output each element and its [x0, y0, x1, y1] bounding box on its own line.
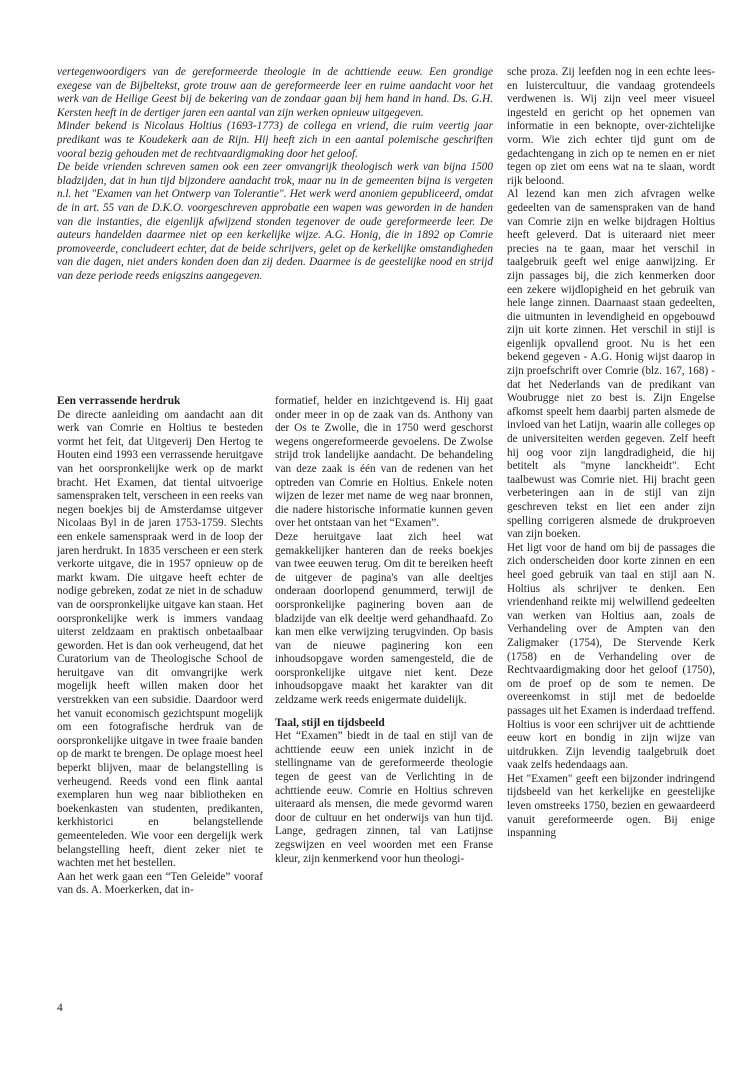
column-middle	[275, 395, 493, 866]
herdruk-paragraph-2-end: formatief, helder en inzichtgevend is. Hij gaat onder meer in op de zaak van ds. Anthony van der Os te Zwolle, die in 1750 werd geschorst wegens ongereformeerde gevoelens. De Zwolse strijd trok landelijke aandacht. De behandeling van deze zaak is één van de redenen van het optreden van Comrie en Holtius. Enkele noten wijzen de lezer met name de weg naar bronnen, die nadere historische informatie kunnen geven over het ontstaan van het “Examen”.	[275, 395, 493, 530]
column-right	[507, 66, 715, 841]
taal-paragraph-1-start: Het “Examen” biedt in de taal en stijl van de achttiende eeuw een uniek inzicht in de stellingname van de gereformeerde theologie tegen de geest van de Verlichting in de achttiende eeuw. Comrie en Holtius schreven uiteraard als mensen, die mede gevormd waren door de cultuur en het onderwijs van hun tijd. Lange, gedragen zinnen, tal van Latijnse zegswijzen en veel woorden met een Franse kleur, zijn kenmerkend voor hun theologi-	[275, 730, 493, 865]
herdruk-paragraph-3: Deze heruitgave laat zich heel wat gemakkelijker hanteren dan de reeks boekjes van twee eeuwen terug. Om dit te bereiken heeft de uitgever de pagina's van alle deeltjes onderaan doorlopend genummerd, terwijl de oorspronkelijke paginering boven aan de bladzijde van elk deeltje werd gehandhaafd. Zo kan men elke verwijzing terugvinden. Op basis van de nieuwe paginering kon een inhoudsopgave worden samengesteld, die de oorspronkelijke uitgave niet kent. Deze inhoudsopgave maakt het karakter van dit zeldzame werk reeds enigermate duidelijk.	[275, 530, 493, 707]
intro-paragraph-1: vertegenwoordigers van de gereformeerde theologie in de achttiende eeuw. Een grondige exegese van de Bijbeltekst, grote trouw aan de gereformeerde leer en ruime aandacht voor het werk van de Heilige Geest bij de bekering van de zondaar gaan bij hem hand in hand. Ds. G.H. Kersten heeft in de dertiger jaren een aantal van zijn werken opnieuw uitgegeven.	[57, 66, 493, 119]
taal-paragraph-4: Het "Examen" geeft een bijzonder indringend tijdsbeeld van het kerkelijke en geestelijke leven omstreeks 1750, bezien en gewaardeerd vanuit gereformeerde ogen. Bij enige inspanning	[507, 772, 715, 840]
taal-paragraph-3: Het ligt voor de hand om bij de passages die zich onderscheiden door korte zinnen en een heel goed gebruik van taal en stijl aan N. Holtius als schrijver te denken. Een vriendenhand reikte mij welwillend gedeelten van werken van Holtius aan, zoals de Verhandeling over de Ampten van den Zaligmaker (1754), De Stervende Kerk (1758) en de Verhandeling over de Rechtvaardigmaking door het geloof (1750), om de proef op de som te nemen. De overeenkomst in stijl met de bedoelde passages uit het Examen is inderdaad treffend. Holtius is voor een schrijver uit de achttiende eeuw kort en bondig in zijn wijze van uitdrukken. Zijn levendig taalgebruik doet vaak zelfs hedendaags aan.	[507, 541, 715, 772]
intro-paragraph-3: De beide vrienden schreven samen ook een zeer omvangrijk theologisch werk van bijna 1500 bladzijden, dat in hun tijd bijzondere aandacht trok, maar nu in de gemeenten bijna is vergeten n.l. het "Examen van het Ontwerp van Tolerantie". Het werk werd anoniem gepubliceerd, omdat de in art. 55 van de D.K.O. voorgeschreven approbatie een wapen was geworden in de handen van die instanties, die eigenlijk afwijzend stonden tegenover de oude gereformeerde leer. De auteurs handelden daarmee niet op een kerkelijke wijze. A.G. Honig, die in 1892 op Comrie promoveerde, concludeert echter, dat de beide schrijvers, gelet op de kerkelijke omstandigheden van die dagen, niet anders konden doen dan zij deden. Daarmee is de geestelijke nood en strijd van deze periode reeds enigszins aangegeven.	[57, 161, 493, 282]
section-heading-herdruk: Een verrassende herdruk	[57, 395, 181, 407]
taal-paragraph-2: Al lezend kan men zich afvragen welke gedeelten van de samenspraken van de hand van Comrie zijn en welke bijdragen Holtius heeft geleverd. Dat is uiteraard niet meer precies na te gaan, maar het verschil in taalgebruik geeft wel enige aanwijzing. Er zijn passages bij, die zich kenmerken door een zekere wijdlopigheid en het gebruik van hele lange zinnen. Daarnaast staan gedeelten, die uitmunten in levendigheid en opgebouwd zijn uit korte zinnen. Het verschil in stijl is eigenlijk opvallend groot. Nu is het een bekend gegeven - A.G. Honig wijst daarop in zijn proefschrift over Comrie (blz. 167, 168) - dat het Nederlands van de predikant van Woubrugge niet zo best is. Zijn Engelse afkomst speelt hem daarbij parten alsmede de invloed van het Latijn, waarin alle colleges op de universiteiten werden gegeven. Zelf heeft hij oog voor zijn langdradigheid, die hij betitelt als "myne lanckheidt". Echt taalbewust was Comrie niet. Hij bracht geen verbeteringen aan in de stijl van zijn geschreven tekst en liet een ander zijn spelling corrigeren alsmede de drukproeven van zijn boeken.	[507, 188, 715, 541]
intro-paragraph-2: Minder bekend is Nicolaus Holtius (1693-1773) de collega en vriend, die ruim veertig jaar predikant was te Koudekerk aan de Rijn. Hij heeft zich in een aantal polemische geschriften vooral bezig gehouden met de rechtvaardigmaking door het geloof.	[57, 120, 493, 160]
intro-block	[57, 66, 493, 284]
taal-paragraph-1-end: sche proza. Zij leefden nog in een echte lees- en luistercultuur, die vandaag grotendeels verdwenen is. Wij zijn veel meer visueel ingesteld en gericht op het opnemen van informatie in een beknopte, over-zichtelijke vorm. Wie zich echter tijd gunt om de gedachtengang in zich op te nemen en er niet tegen op ziet om eens wat na te slaan, wordt rijk beloond.	[507, 66, 715, 187]
herdruk-paragraph-1: De directe aanleiding om aandacht aan dit werk van Comrie en Holtius te besteden vormt het feit, dat Uitgeverij Den Hertog te Houten eind 1993 een verrassende heruitgave van het oorspronkelijke werk op de markt bracht. Het Examen, dat tiental uitvoerige samenspraken telt, verscheen in een reeks van negen boekjes bij de Amsterdamse uitgever Nicolaas Byl in de jaren 1753-1759. Slechts een enkele samenspraak werd in de loop der jaren herdrukt. In 1835 verscheen er een sterk verkorte uitgave, die in 1957 opnieuw op de markt kwam. Die uitgave heeft echter de nodige gebreken, zodat ze niet in de schaduw van de oorspronkelijke uitgave kan staan. Het oorspronkelijke werk is immers vandaag uiterst zeldzaam en praktisch onbetaalbaar geworden. Het is dan ook verheugend, dat het Curatorium van de Theologische School de heruitgave van dit omvangrijke werk mogelijk heeft willen maken door het verstrekken van een subsidie. Daardoor werd het vanuit economisch gezichtspunt mogelijk om een fotografische herdruk van de oorspronkelijke uitgave in twee fraaie banden op de markt te brengen. De oplage moest heel beperkt blijven, maar de belangstelling is verheugend. Reeds vond een flink aantal exemplaren hun weg naar bibliotheken en boekenkasten van studenten, predikanten, kerkhistorici en belangstellende gemeenteleden. Wie voor een dergelijk werk belangstelling heeft, dient zeker niet te wachten met het bestellen.	[57, 408, 263, 870]
section-heading-taal: Taal, stijl en tijdsbeeld	[275, 716, 385, 729]
herdruk-paragraph-2-start: Aan het werk gaan een “Ten Geleide” vooraf van ds. A. Moerkerken, dat in-	[57, 870, 263, 897]
page-number: 4	[57, 1002, 63, 1014]
column-left	[57, 395, 263, 898]
